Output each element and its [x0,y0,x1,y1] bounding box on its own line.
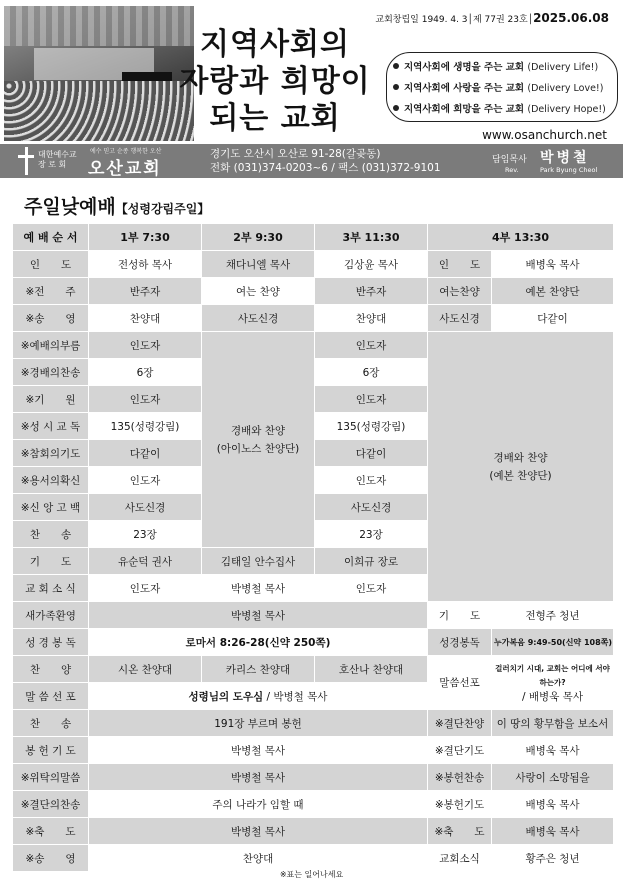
photo-ceiling [4,6,194,46]
table-cell: 이 땅의 황무함을 보소서 [492,710,614,737]
pastor-rev: Rev. [505,166,519,174]
merged-cell-4th: 경배와 찬양 (예본 찬양단) [428,332,614,602]
table-cell: 이희규 장로 [315,548,428,575]
table-cell: 135(성령강림) [89,413,202,440]
table-cell: 사도신경 [315,494,428,521]
order-label: 교회소식 [428,845,492,872]
table-cell: 6장 [89,359,202,386]
table-cell: 시온 찬양대 [89,656,202,683]
order-label: 새가족환영 [13,602,89,629]
table-row [13,764,614,791]
header-cell: 3부 11:30 [315,224,428,251]
table-cell: 주의 나라가 임할 때 [89,791,428,818]
table-cell: 찬양대 [89,845,428,872]
scripture-reading-4th: 누가복음 9:49-50(신약 108쪽) [492,629,614,656]
table-row [13,251,614,278]
table-row [13,332,614,359]
table-cell: 인도자 [315,467,428,494]
order-label: 말씀선포 [428,656,492,710]
table-cell: 예본 찬양단 [492,278,614,305]
order-label: 성경봉독 [428,629,492,656]
table-cell: 김태일 안수집사 [202,548,315,575]
mission-bullet [393,99,611,120]
mission-bullet [393,78,611,99]
sermon-preacher: / 박병철 목사 [263,690,328,703]
order-label: 봉 헌 기 도 [13,737,89,764]
order-label: ※축 도 [428,818,492,845]
table-cell: 황주은 청년 [492,845,614,872]
order-label: ※용서의확신 [13,467,89,494]
table-cell: 인도자 [89,386,202,413]
table-row [13,602,614,629]
cross-logo-icon [18,147,34,175]
table-cell: 배병욱 목사 [492,737,614,764]
order-label: 기 도 [13,548,89,575]
merged-cell-2nd: 경배와 찬양 (아이노스 찬양단) [202,332,315,548]
table-cell: 채다니엘 목사 [202,251,315,278]
service-title [24,192,209,219]
table-cell: 인도자 [315,575,428,602]
table-cell: 인도자 [315,386,428,413]
order-label: ※결단기도 [428,737,492,764]
order-label: ※위탁의말씀 [13,764,89,791]
headline [170,26,380,137]
issue-info: 교회창립일 1949. 4. 3│제 77권 23호│ [375,15,534,25]
sermon-title: 성령님의 도우심 [188,690,264,703]
bullet-dot-icon [393,63,399,69]
scripture-reading: 로마서 8:26-28(신약 250쪽) [89,629,428,656]
order-label: 사도신경 [428,305,492,332]
table-cell: 사도신경 [89,494,202,521]
order-label: 찬 송 [13,710,89,737]
mission-bullets [386,52,618,122]
denomination: 대한예수교 장 로 회 [38,150,77,169]
table-row [13,845,614,872]
bullet-dot-icon [393,84,399,90]
table-cell: 23장 [315,521,428,548]
headline-line-1: 지역사회의 [200,27,350,62]
headline-line-3: 되는 교회 [209,101,341,136]
sermon-title-4th: 걸러치기 시대, 교회는 어디에 서야 하는가? [495,663,610,687]
table-cell: 전성하 목사 [89,251,202,278]
order-label: 여는찬양 [428,278,492,305]
pastor-label: 담임목사 [492,155,527,165]
order-label: ※신 앙 고 백 [13,494,89,521]
bullet-text: 지역사회에 생명을 주는 교회 [404,62,525,73]
table-cell: 인도자 [89,332,202,359]
table-cell: 191장 부르며 봉헌 [89,710,428,737]
table-cell: 다같이 [315,440,428,467]
table-cell: 배병욱 목사 [492,791,614,818]
table-cell: 135(성령강림) [315,413,428,440]
church-info-bar [0,144,623,178]
table-cell: 찬양대 [315,305,428,332]
table-cell: 김상윤 목사 [315,251,428,278]
order-label: ※결단의찬송 [13,791,89,818]
table-cell: 박병철 목사 [89,818,428,845]
sermon-preacher-4th: / 배병욱 목사 [522,690,583,703]
bullet-text: 지역사회에 사랑을 주는 교회 [404,83,525,94]
table-cell: 박병철 목사 [202,575,315,602]
table-cell: 23장 [89,521,202,548]
footnote: ※표는 일어나세요 [279,870,344,879]
bullet-en: (Delivery Life!) [527,62,599,73]
order-label: ※기 원 [13,386,89,413]
photo-congregation [4,81,194,141]
order-label: ※결단찬양 [428,710,492,737]
bullet-en: (Delivery Love!) [527,83,604,94]
table-cell: 호산나 찬양대 [315,656,428,683]
table-header-row [13,224,614,251]
website-url[interactable]: www.osanchurch.net [482,128,607,142]
table-cell: 반주자 [315,278,428,305]
headline-line-2: 자랑과 희망이 [179,64,371,99]
order-label: ※송 영 [13,845,89,872]
order-label: ※축 도 [13,818,89,845]
table-row [13,656,614,683]
worship-order-table [12,223,614,872]
table-row [13,818,614,845]
order-label: 찬 양 [13,656,89,683]
table-cell: 반주자 [89,278,202,305]
order-label: ※성 시 교 독 [13,413,89,440]
church-slogan: 예수 믿고 순종 행복한 오산 [90,148,162,155]
table-row [13,629,614,656]
order-label: 기 도 [428,602,492,629]
order-label: ※참회의기도 [13,440,89,467]
order-label: ※봉헌기도 [428,791,492,818]
service-name: 주일낮예배 [24,196,116,218]
bullet-text: 지역사회에 희망을 주는 교회 [404,104,525,115]
worship-photo [4,6,194,141]
table-row [13,278,614,305]
issue-date: 2025.06.08 [533,11,609,25]
order-label: ※전 주 [13,278,89,305]
table-cell: 다같이 [492,305,614,332]
pastor-name-en: Park Byung Cheol [540,166,598,174]
sermon-4th [492,656,614,710]
table-cell: 박병철 목사 [89,764,428,791]
table-cell: 인도자 [315,332,428,359]
table-cell: 유순덕 권사 [89,548,202,575]
table-row [13,710,614,737]
header-cell: 4부 13:30 [428,224,614,251]
order-label: 인 도 [13,251,89,278]
church-phone: 전화 (031)374-0203~6 / 팩스 (031)372-9101 [210,162,441,174]
order-label: 인 도 [428,251,492,278]
bullet-en: (Delivery Hope!) [527,104,606,115]
table-cell: 박병철 목사 [89,602,428,629]
mission-bullet [393,57,611,78]
order-label: 말 씀 선 포 [13,683,89,710]
table-row [13,737,614,764]
table-cell: 인도자 [89,467,202,494]
table-cell: 찬양대 [89,305,202,332]
table-cell: 카리스 찬양대 [202,656,315,683]
table-cell: 여는 찬양 [202,278,315,305]
table-cell: 배병욱 목사 [492,818,614,845]
table-cell: 전형주 청년 [492,602,614,629]
issue-meta [375,11,609,25]
table-row [13,791,614,818]
header-cell: 2부 9:30 [202,224,315,251]
church-name: 오산교회 [88,159,162,179]
table-row [13,305,614,332]
service-subtitle: 【성령강림주일】 [115,202,210,216]
table-cell: 박병철 목사 [89,737,428,764]
church-contact [210,147,441,175]
bullet-dot-icon [393,105,399,111]
table-cell: 배병욱 목사 [492,251,614,278]
order-label: ※송 영 [13,305,89,332]
table-cell: 사도신경 [202,305,315,332]
table-cell: 다같이 [89,440,202,467]
table-cell: 사랑이 소망됨을 [492,764,614,791]
pastor-name: 박병철 [540,150,590,166]
header-cell: 1부 7:30 [89,224,202,251]
order-label: 찬 송 [13,521,89,548]
sermon [89,683,428,710]
header-cell: 예 배 순 서 [13,224,89,251]
order-label: 교 회 소 식 [13,575,89,602]
order-label: 성 경 봉 독 [13,629,89,656]
table-cell: 6장 [315,359,428,386]
table-cell: 인도자 [89,575,202,602]
order-label: ※봉헌찬송 [428,764,492,791]
church-address: 경기도 오산시 오산로 91-28(갈곶동) [210,148,381,160]
order-label: ※경배의찬송 [13,359,89,386]
order-label: ※예배의부름 [13,332,89,359]
